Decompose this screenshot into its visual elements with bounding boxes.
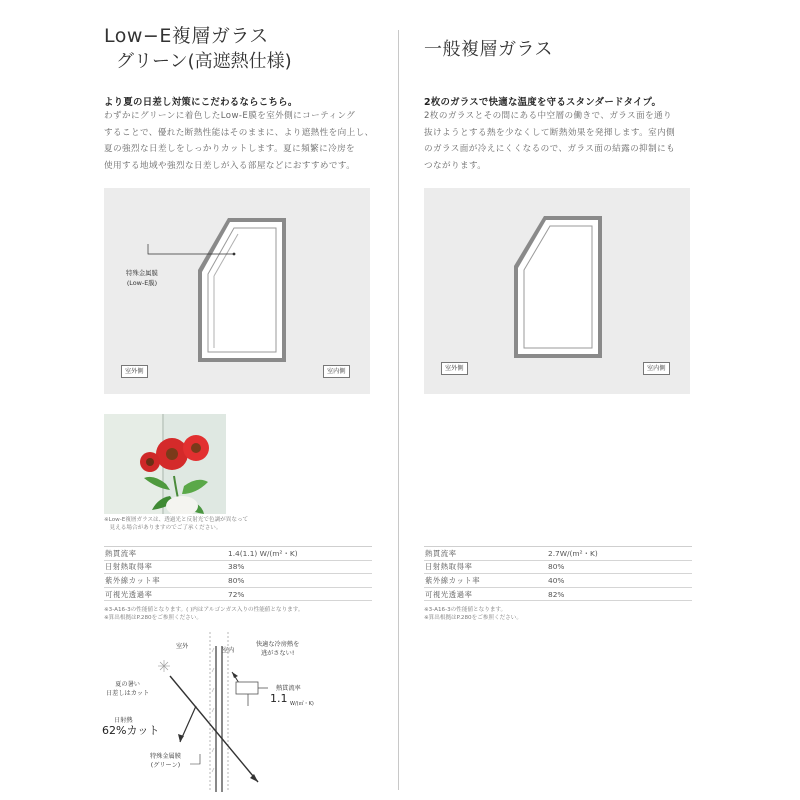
heat-illustration [104,632,334,792]
u-value-number: 1.1 [270,692,288,705]
outdoor-side-tag: 室外側 [441,362,468,375]
spec-row: 熱貫流率 2.7W/(m²・K) [424,547,692,561]
solar-heat-value: 62%カット [102,724,160,737]
standard-description: 2枚のガラスとその間にある中空層の働きで、ガラス面を通り 抜けようとする熱を少なくして断熱効果を発揮します。室内側 のガラス面が冷えにくくなるので、ガラス面の結露の抑制にも つながります。 [424,111,676,171]
u-value-label: 熱貫流率 [276,685,301,692]
low-e-glass-illustration [104,188,370,394]
flower-photo [104,414,226,514]
spec-row: 日射熱取得率 38% [104,561,372,575]
low-e-photo-note: ※Low-E複層ガラスは、透過光と反射光で色調が異なって 見える場合がありますのでご了承ください。 [104,517,249,532]
indoor-label: 室内 [222,647,235,654]
spec-row: 紫外線カット率 80% [104,574,372,588]
solar-heat-label: 日射熱 [114,717,133,724]
standard-spec-note: ※3-A16-3の性能値となります。 ※算出根拠はP.280をご参照ください。 [424,607,522,622]
comfort-text: 快適な冷房熱を 逃がさない! [256,641,300,657]
low-e-glass-diagram [104,188,370,394]
column-divider [398,30,399,790]
metal-film-label: 特殊金属膜 (グリーン) [150,753,181,769]
u-value-unit: W/(㎡・K) [290,701,314,707]
spec-row: 可視光透過率 82% [424,588,692,602]
low-e-description: わずかにグリーンに着色したLow-E膜を室外側にコーティング することで、優れた断熱性能はそのままに、より遮熱性を向上し、 夏の強烈な日差しをしっかりカットします。夏に頻繁に冷房を 使用する地域や強烈な日差しが入る部屋などにおすすめです。 [104,111,374,171]
low-e-spec-note: ※3-A16-3の性能値となります。( )内はアルゴンガス入りの性能値となります。 ※算出根拠はP.280をご参照ください。 [104,607,304,622]
low-e-film-callout: 特殊金属膜 (Low-E膜) [126,269,158,287]
standard-glass-diagram [424,188,690,394]
summer-sun-text: 夏の暑い 日差しはカット [106,681,150,697]
indoor-side-tag: 室内側 [643,362,670,375]
spec-row: 紫外線カット率 40% [424,574,692,588]
spec-row: 可視光透過率 72% [104,588,372,602]
low-e-lead: より夏の日差し対策にこだわるならこちら。 [104,97,298,108]
spec-row: 熱貫流率 1.4(1.1) W/(m²・K) [104,547,372,561]
low-e-title: Low−E複層ガラス [104,25,269,47]
spec-row: 日射熱取得率 80% [424,561,692,575]
indoor-side-tag: 室内側 [323,365,350,378]
standard-title: 一般複層ガラス [424,39,553,60]
standard-lead: 2枚のガラスで快適な温度を守るスタンダードタイプ。 [424,97,662,108]
standard-spec-table [424,546,692,601]
low-e-spec-table [104,546,372,601]
flower-image [104,414,226,514]
outdoor-side-tag: 室外側 [121,365,148,378]
outdoor-label: 室外 [176,643,189,650]
low-e-subtitle: グリーン(高遮熱仕様) [116,51,292,72]
heat-flow-diagram [104,632,334,792]
